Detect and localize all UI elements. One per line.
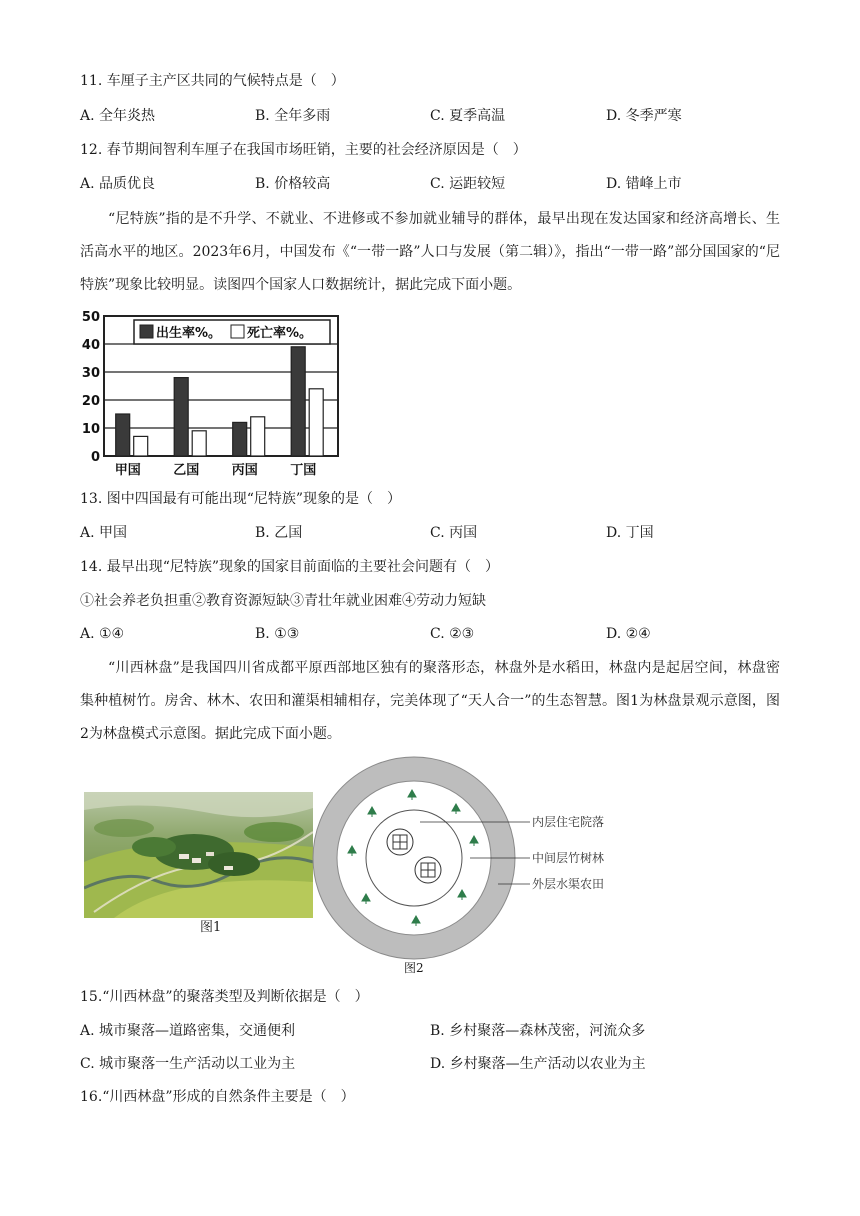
q13-option-b: B. 乙国: [255, 525, 303, 541]
q15-option-c: C. 城市聚落一生产活动以工业为主: [80, 1056, 296, 1072]
q11-option-b: B. 全年多雨: [255, 108, 331, 124]
passage-neet: “尼特族”指的是不升学、不就业、不进修或不参加就业辅导的群体，最早出现在发达国家和经济高增长、生活高水平的地区。2023年6月，中国发布《“一带一路”人口与发展（第二辑）》，指出“一带一路”部分国国家的“尼特族”现象比较明显。读图四个国家人口数据统计，据此完成下面小题。: [80, 211, 780, 293]
bar-birth-rate: [233, 422, 247, 456]
y-tick-label: 0: [90, 450, 100, 465]
q14-option-c: C. ②③: [430, 626, 475, 642]
y-tick-label: 40: [81, 338, 100, 353]
bar-death-rate: [309, 389, 323, 456]
legend-label-birth: 出生率%。: [156, 326, 222, 341]
y-tick-label: 10: [81, 422, 100, 437]
question-14-stem: 14. 最早出现“尼特族”现象的国家目前面临的主要社会问题有（ ）: [80, 559, 500, 575]
q13-option-d: D. 丁国: [606, 525, 654, 541]
bar-birth-rate: [291, 347, 305, 456]
q11-option-d: D. 冬季严寒: [606, 108, 682, 124]
legend-swatch-birth: [140, 325, 153, 338]
question-16-stem: 16.“川西林盘”形成的自然条件主要是（ ）: [80, 1089, 355, 1105]
bar-birth-rate: [174, 378, 188, 456]
x-category-label: 丙国: [231, 463, 258, 478]
x-category-label: 乙国: [173, 463, 200, 478]
y-tick-label: 30: [81, 366, 100, 381]
y-tick-label: 50: [81, 310, 100, 325]
question-14-items: ①社会养老负担重②教育资源短缺③青壮年就业困难④劳动力短缺: [80, 593, 486, 609]
house-icon: [415, 857, 441, 883]
question-11-stem: 11. 车厘子主产区共同的气候特点是（ ）: [80, 73, 345, 89]
q14-option-d: D. ②④: [606, 626, 651, 642]
legend-swatch-death: [231, 325, 244, 338]
q13-option-a: A. 甲国: [80, 525, 128, 541]
q12-option-c: C. 运距较短: [430, 176, 506, 192]
x-category-label: 丁国: [290, 463, 317, 478]
q14-option-b: B. ①③: [255, 626, 300, 642]
figure2-linpan-model-diagram: [310, 754, 640, 964]
q13-option-c: C. 丙国: [430, 525, 478, 541]
bar-death-rate: [192, 431, 206, 456]
q15-option-d: D. 乡村聚落—生产活动以农业为主: [430, 1056, 646, 1072]
x-category-label: 甲国: [114, 463, 141, 478]
passage-linpan: “川西林盘”是我国四川省成都平原西部地区独有的聚落形态，林盘外是水稻田，林盘内是起居空间，林盘密集种植树竹。房舍、林木、农田和灌渠相辅相存，完美体现了“天人合一”的生态智慧。图1为林盘景观示意图，图2为林盘模式示意图。据此完成下面小题。: [80, 660, 780, 742]
q12-option-a: A. 品质优良: [80, 176, 156, 192]
house-icon: [387, 829, 413, 855]
y-tick-label: 20: [81, 394, 100, 409]
inner-ring-residence: [366, 810, 462, 906]
q11-option-a: A. 全年炎热: [80, 108, 156, 124]
legend-label-death: 死亡率%。: [247, 326, 313, 341]
label-middle-bamboo: 中间层竹树林: [532, 851, 605, 865]
population-bar-chart: [76, 306, 346, 482]
figure1-aerial-landscape-image: [84, 792, 313, 918]
figure1-caption: 图1: [200, 920, 222, 935]
q12-option-d: D. 错峰上市: [606, 176, 682, 192]
question-13-stem: 13. 图中四国最有可能出现“尼特族”现象的是（ ）: [80, 491, 402, 507]
bar-birth-rate: [116, 414, 130, 456]
bar-death-rate: [134, 436, 148, 456]
bar-death-rate: [251, 417, 265, 456]
q12-option-b: B. 价格较高: [255, 176, 331, 192]
figure2-caption: 图2: [404, 961, 424, 975]
q15-option-a: A. 城市聚落—道路密集，交通便利: [80, 1023, 296, 1039]
question-12-stem: 12. 春节期间智利车厘子在我国市场旺销，主要的社会经济原因是（ ）: [80, 142, 527, 158]
q14-option-a: A. ①④: [80, 626, 125, 642]
q15-option-b: B. 乡村聚落—森林茂密，河流众多: [430, 1023, 646, 1039]
question-15-stem: 15.“川西林盘”的聚落类型及判断依据是（ ）: [80, 989, 369, 1005]
label-inner-residence: 内层住宅院落: [532, 815, 605, 829]
label-outer-farmland: 外层水渠农田: [532, 877, 605, 891]
q11-option-c: C. 夏季高温: [430, 108, 506, 124]
